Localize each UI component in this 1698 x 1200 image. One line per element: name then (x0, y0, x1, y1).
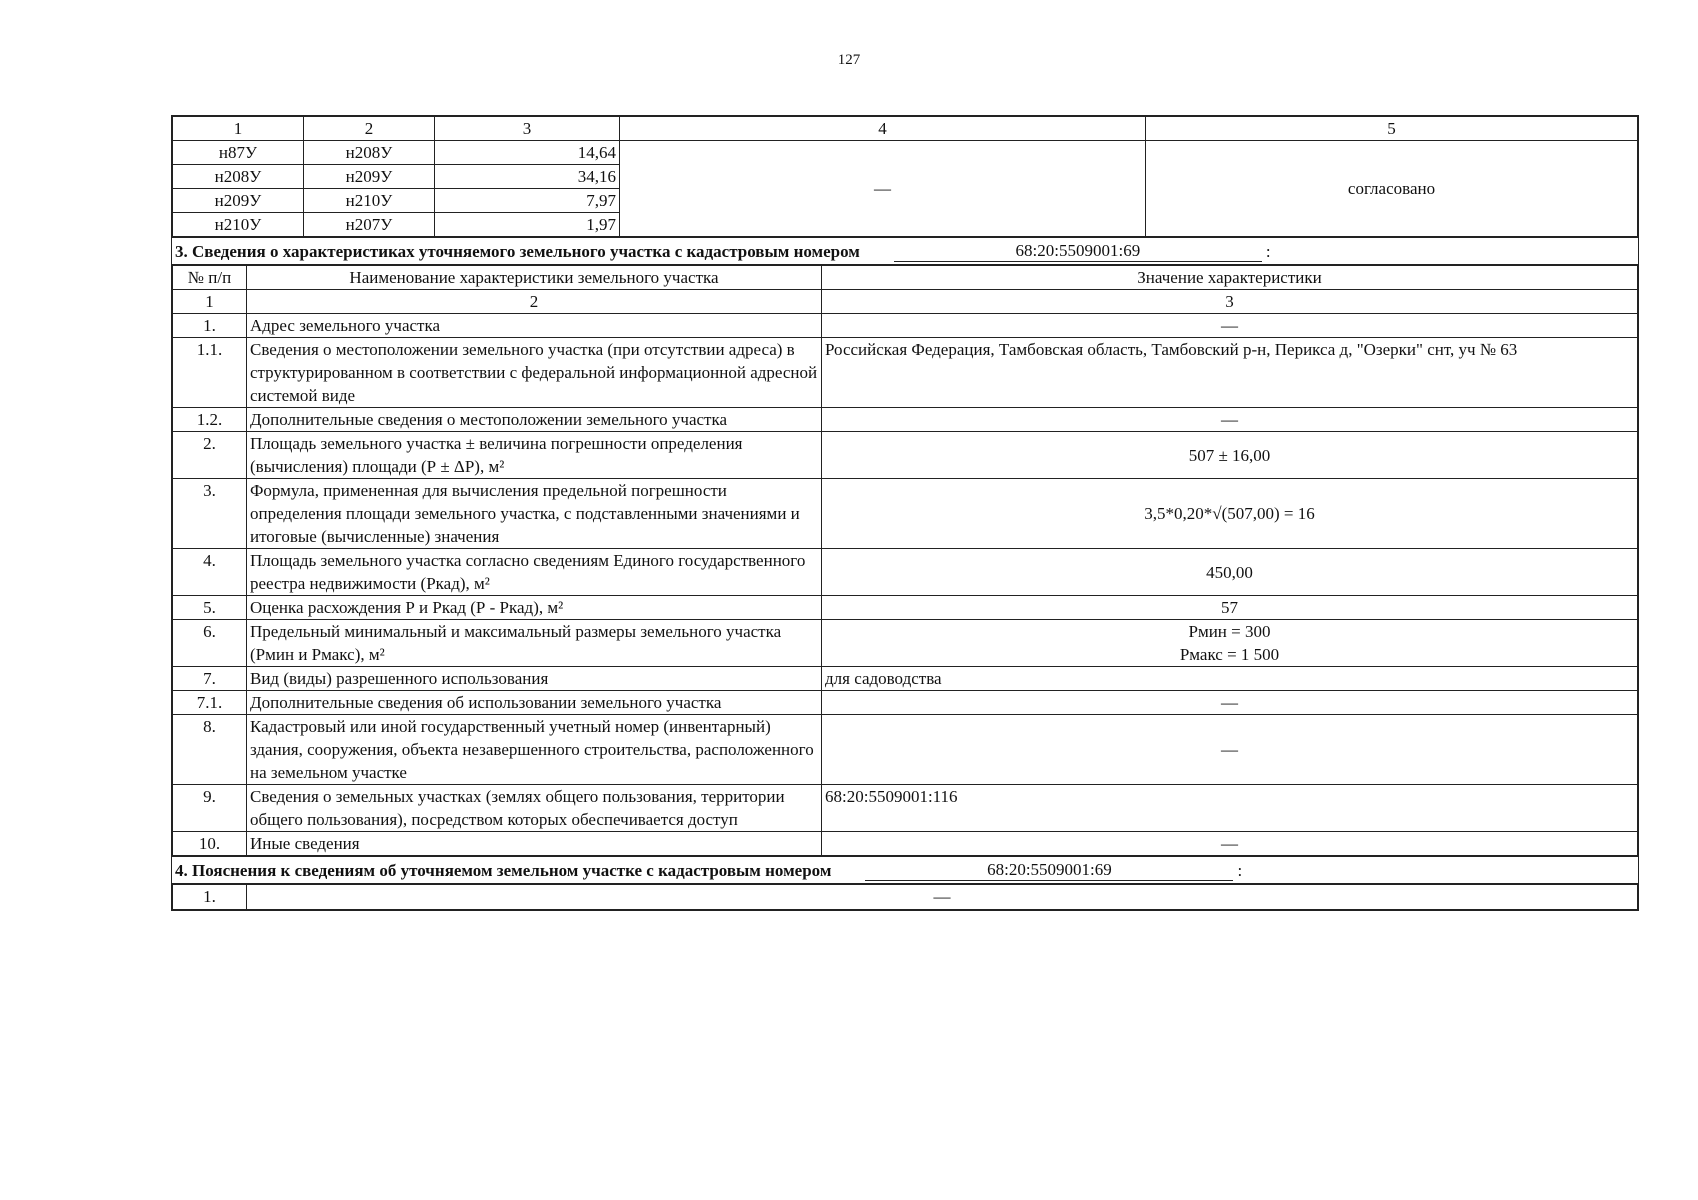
characteristic-row (173, 691, 1638, 715)
segment-length: 1,97 (435, 213, 620, 237)
header-num: № п/п (173, 266, 247, 290)
characteristics-header-row (173, 266, 1638, 290)
boundary-header-cell: 3 (435, 117, 620, 141)
row-name: Дополнительные сведения об использовании земельного участка (247, 691, 822, 715)
row-name: Оценка расхождения Р и Ркад (Р - Ркад), м² (247, 596, 822, 620)
characteristic-row (173, 620, 1638, 667)
section3-title: 3. Сведения о характеристиках уточняемого земельного участка с кадастровым номером (175, 241, 860, 261)
row-value: — (247, 885, 1638, 910)
boundary-header-cell: 5 (1146, 117, 1638, 141)
characteristic-row (173, 479, 1638, 549)
point-to: н208У (304, 141, 435, 165)
characteristic-row (173, 549, 1638, 596)
characteristic-row (173, 408, 1638, 432)
row-value: 3,5*0,20*√(507,00) = 16 (822, 479, 1638, 549)
row-value: 68:20:5509001:116 (822, 785, 1638, 832)
point-to: н207У (304, 213, 435, 237)
point-from: н87У (173, 141, 304, 165)
row-name: Формула, примененная для вычисления предельной погрешности определения площади земельного участка, с подставленными значениями и итоговые (вычисленные) значения (247, 479, 822, 549)
row-name: Площадь земельного участка согласно сведениям Единого государственного реестра недвижимости (Ркад), м² (247, 549, 822, 596)
section4-cadastral-number: 68:20:5509001:69 (865, 860, 1233, 881)
boundary-header-cell: 4 (620, 117, 1146, 141)
row-value: 450,00 (822, 549, 1638, 596)
section3-heading (172, 237, 1638, 265)
row-value: 507 ± 16,00 (822, 432, 1638, 479)
row-name: Вид (виды) разрешенного использования (247, 667, 822, 691)
characteristic-row (173, 785, 1638, 832)
boundary-col5-status: согласовано (1146, 141, 1638, 237)
characteristic-row (173, 667, 1638, 691)
row-num: 1. (173, 885, 247, 910)
section3-colon: : (1265, 241, 1271, 261)
explanation-row (173, 885, 1638, 910)
characteristics-index-row (173, 290, 1638, 314)
characteristic-row (173, 338, 1638, 408)
row-value (822, 620, 1638, 667)
point-from: н208У (173, 165, 304, 189)
row-name: Иные сведения (247, 832, 822, 856)
row-value: — (822, 832, 1638, 856)
row-num: 10. (173, 832, 247, 856)
row-name: Площадь земельного участка ± величина погрешности определения (вычисления) площади (Р ± ΔР), м² (247, 432, 822, 479)
boundary-header-cell: 1 (173, 117, 304, 141)
segment-length: 34,16 (435, 165, 620, 189)
row-num: 1. (173, 314, 247, 338)
row-name: Дополнительные сведения о местоположении земельного участка (247, 408, 822, 432)
header-name: Наименование характеристики земельного участка (247, 266, 822, 290)
row-num: 6. (173, 620, 247, 667)
row-name: Сведения о земельных участках (землях общего пользования, территории общего пользования), посредством которых обеспечивается доступ (247, 785, 822, 832)
index-num: 1 (173, 290, 247, 314)
row-num: 8. (173, 715, 247, 785)
boundary-row (173, 141, 1638, 165)
explanations-table (172, 884, 1638, 910)
row-num: 9. (173, 785, 247, 832)
point-from: н210У (173, 213, 304, 237)
row-value: 57 (822, 596, 1638, 620)
point-to: н209У (304, 165, 435, 189)
index-value: 3 (822, 290, 1638, 314)
row-value: для садоводства (822, 667, 1638, 691)
row-value: — (822, 715, 1638, 785)
row-name: Адрес земельного участка (247, 314, 822, 338)
row-name: Кадастровый или иной государственный учетный номер (инвентарный) здания, сооружения, объекта незавершенного строительства, расположенного на земельном участке (247, 715, 822, 785)
land-plot-document-table (171, 115, 1639, 911)
row-num: 7. (173, 667, 247, 691)
section3-cadastral-number: 68:20:5509001:69 (894, 241, 1262, 262)
characteristic-row (173, 314, 1638, 338)
segment-length: 14,64 (435, 141, 620, 165)
point-from: н209У (173, 189, 304, 213)
characteristic-row (173, 832, 1638, 856)
point-to: н210У (304, 189, 435, 213)
boundary-table (172, 116, 1638, 237)
row-num: 4. (173, 549, 247, 596)
row-num: 2. (173, 432, 247, 479)
row-num: 5. (173, 596, 247, 620)
characteristic-row (173, 596, 1638, 620)
segment-length: 7,97 (435, 189, 620, 213)
row-value: — (822, 408, 1638, 432)
row-value: Российская Федерация, Тамбовская область, Тамбовский р-н, Перикса д, "Озерки" снт, уч № 63 (822, 338, 1638, 408)
row-name: Сведения о местоположении земельного участка (при отсутствии адреса) в структурированном в соответствии с федеральной информационной адресной системой виде (247, 338, 822, 408)
characteristic-row (173, 432, 1638, 479)
section4-heading (172, 856, 1638, 884)
min-size-value: Рмин = 300 (1188, 622, 1271, 641)
row-value: — (822, 314, 1638, 338)
row-num: 1.1. (173, 338, 247, 408)
row-value: — (822, 691, 1638, 715)
section4-title: 4. Пояснения к сведениям об уточняемом земельном участке с кадастровым номером (175, 860, 832, 880)
row-num: 3. (173, 479, 247, 549)
characteristic-row (173, 715, 1638, 785)
page-number: 127 (837, 52, 861, 68)
boundary-col4-value: — (620, 141, 1146, 237)
index-name: 2 (247, 290, 822, 314)
section4-colon: : (1237, 860, 1243, 880)
characteristics-table (172, 265, 1638, 856)
row-num: 7.1. (173, 691, 247, 715)
header-value: Значение характеристики (822, 266, 1638, 290)
boundary-header-cell: 2 (304, 117, 435, 141)
max-size-value: Рмакс = 1 500 (1179, 645, 1280, 664)
row-num: 1.2. (173, 408, 247, 432)
boundary-header-row (173, 117, 1638, 141)
row-name: Предельный минимальный и максимальный размеры земельного участка (Рмин и Рмакс), м² (247, 620, 822, 667)
